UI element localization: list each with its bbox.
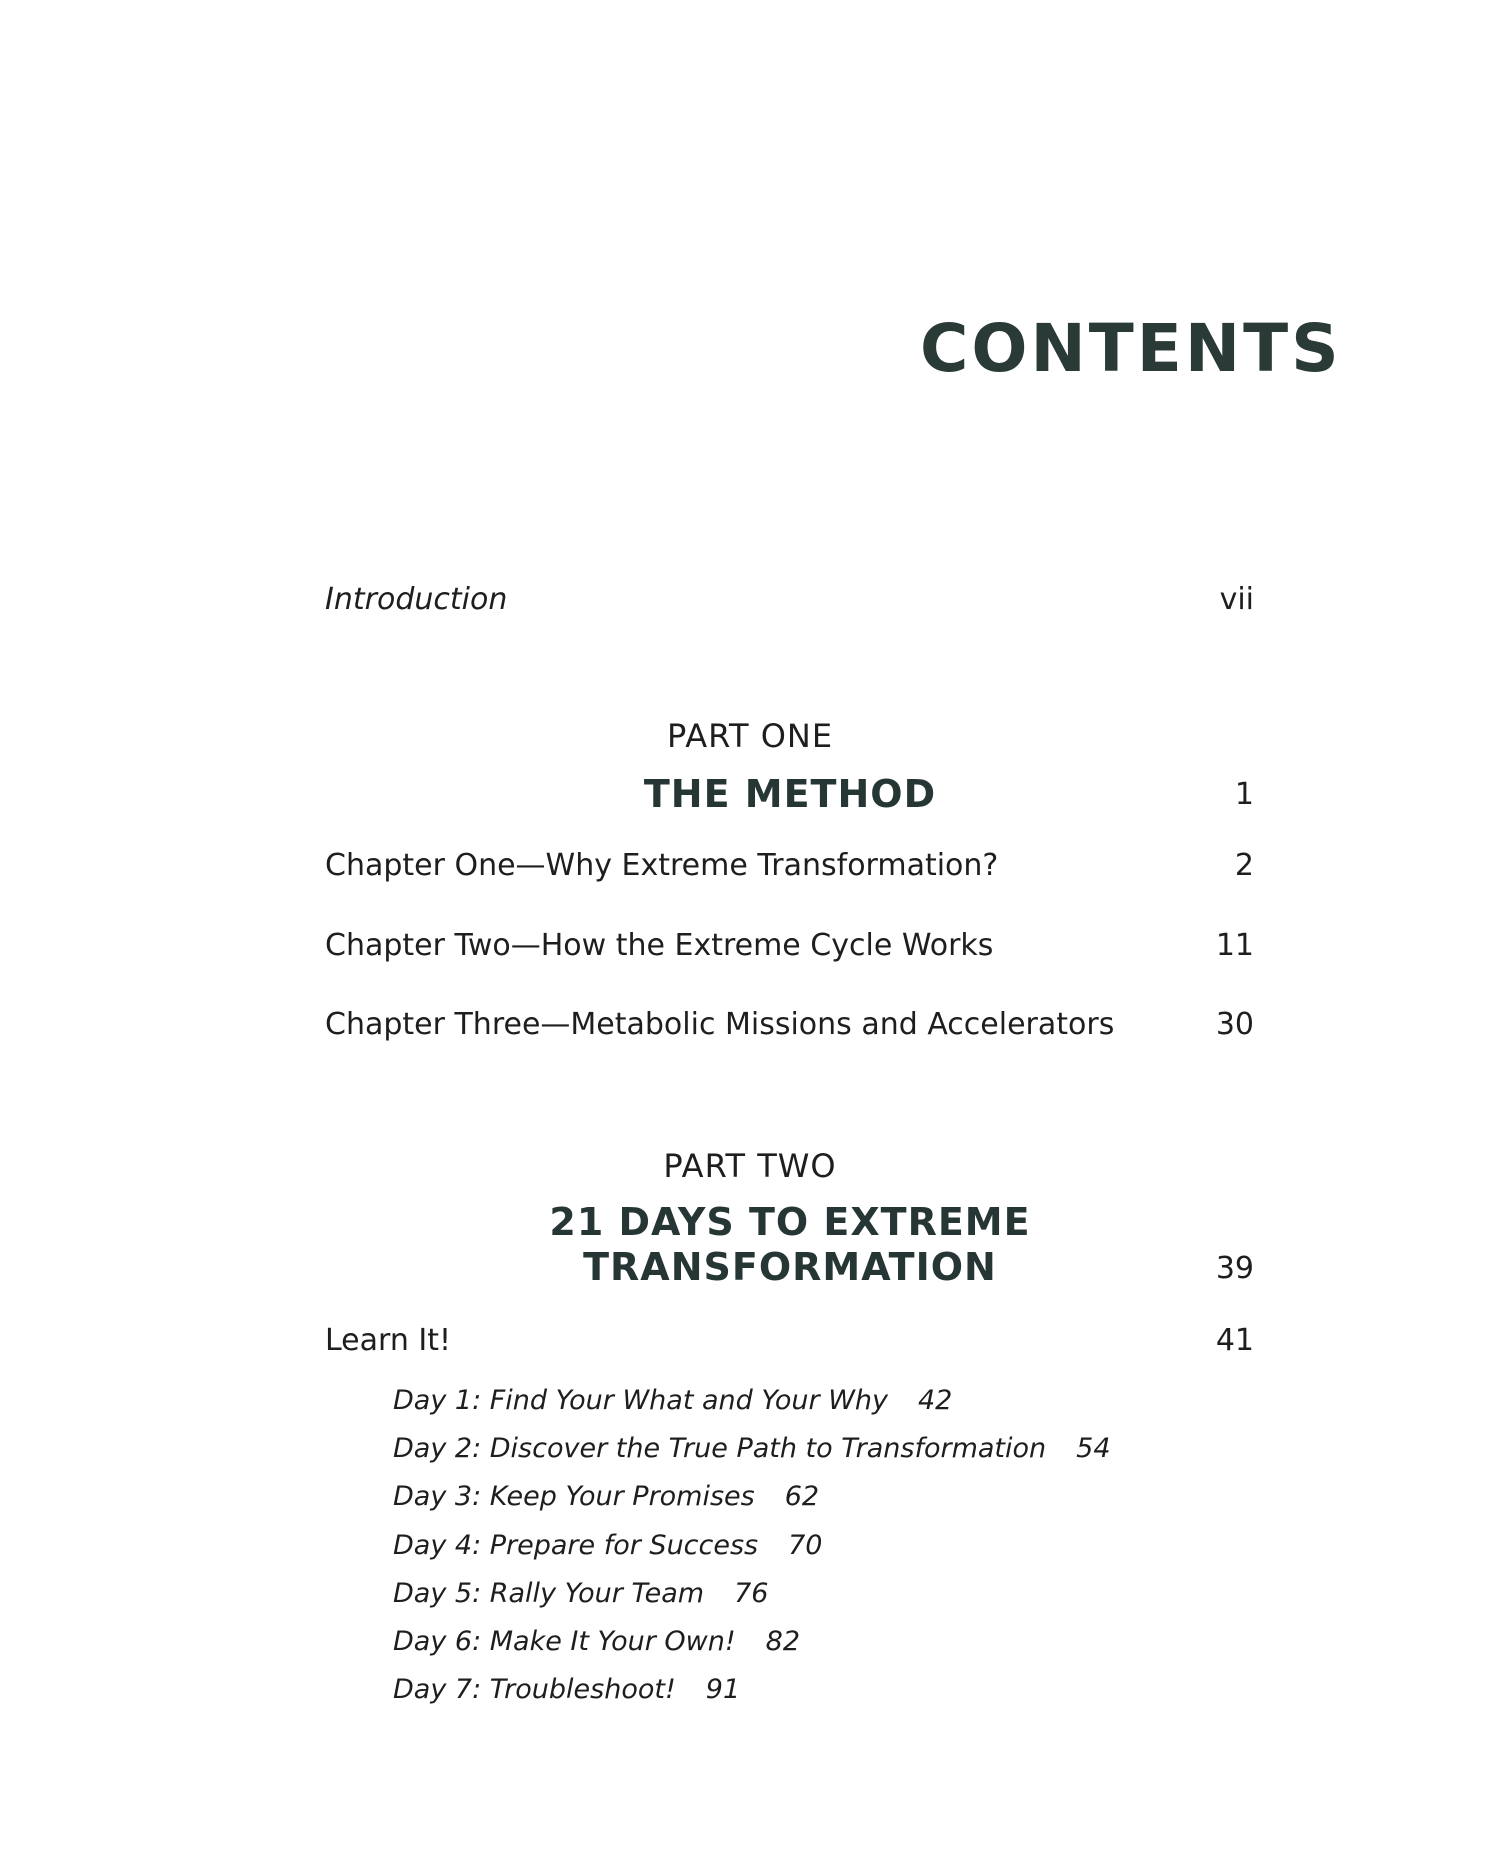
day-page: 62: [784, 1481, 820, 1512]
toc-entry-chapter-three[interactable]: Chapter Three—Metabolic Missions and Accelerators: [325, 1007, 1115, 1042]
toc-entry-day-4[interactable]: [393, 1532, 822, 1559]
day-label: Day 7: Troubleshoot!: [393, 1674, 676, 1705]
part-two-title-line-2: TRANSFORMATION: [583, 1244, 997, 1289]
part-one-title-text: THE METHOD: [643, 772, 937, 816]
day-label: Day 3: Keep Your Promises: [393, 1481, 755, 1512]
day-page: 54: [1076, 1433, 1111, 1464]
day-label: Day 6: Make It Your Own!: [393, 1626, 736, 1657]
part-two-label: PART TWO: [663, 1147, 837, 1185]
toc-page-learn-it: 41: [1215, 1323, 1254, 1358]
part-one-page: 1: [1234, 777, 1254, 812]
day-page: 91: [705, 1674, 741, 1705]
part-two-title[interactable]: [500, 1200, 1080, 1290]
page-title: CONTENTS: [920, 310, 1342, 387]
toc-page-chapter-three: 30: [1215, 1007, 1254, 1042]
part-one-label: PART ONE: [666, 717, 834, 755]
toc-entry-day-2[interactable]: [393, 1435, 1111, 1462]
part-one-title[interactable]: [500, 772, 1080, 817]
day-page: 42: [918, 1385, 953, 1416]
toc-entry-introduction[interactable]: Introduction: [325, 582, 508, 617]
toc-entry-chapter-two[interactable]: Chapter Two—How the Extreme Cycle Works: [325, 928, 994, 963]
day-page: 76: [734, 1578, 769, 1609]
part-two-title-line-1: 21 DAYS TO EXTREME: [549, 1200, 1031, 1244]
toc-page-chapter-two: 11: [1215, 928, 1254, 963]
toc-entry-learn-it[interactable]: Learn It!: [325, 1323, 452, 1358]
day-label: Day 4: Prepare for Success: [393, 1530, 759, 1561]
toc-entry-day-3[interactable]: [393, 1483, 819, 1510]
toc-entry-day-5[interactable]: [393, 1580, 768, 1607]
toc-entry-day-6[interactable]: [393, 1628, 800, 1655]
day-page: 82: [765, 1626, 801, 1657]
day-label: Day 5: Rally Your Team: [393, 1578, 705, 1609]
day-label: Day 2: Discover the True Path to Transformation: [393, 1433, 1047, 1464]
toc-entry-chapter-one[interactable]: Chapter One—Why Extreme Transformation?: [325, 848, 999, 883]
toc-entry-day-7[interactable]: [393, 1676, 740, 1703]
day-label: Day 1: Find Your What and Your Why: [393, 1385, 888, 1416]
toc-page-introduction: vii: [1219, 582, 1254, 617]
part-two-page: 39: [1215, 1251, 1254, 1286]
day-page: 70: [788, 1530, 823, 1561]
toc-page-chapter-one: 2: [1234, 848, 1254, 883]
toc-entry-day-1[interactable]: [393, 1387, 952, 1414]
